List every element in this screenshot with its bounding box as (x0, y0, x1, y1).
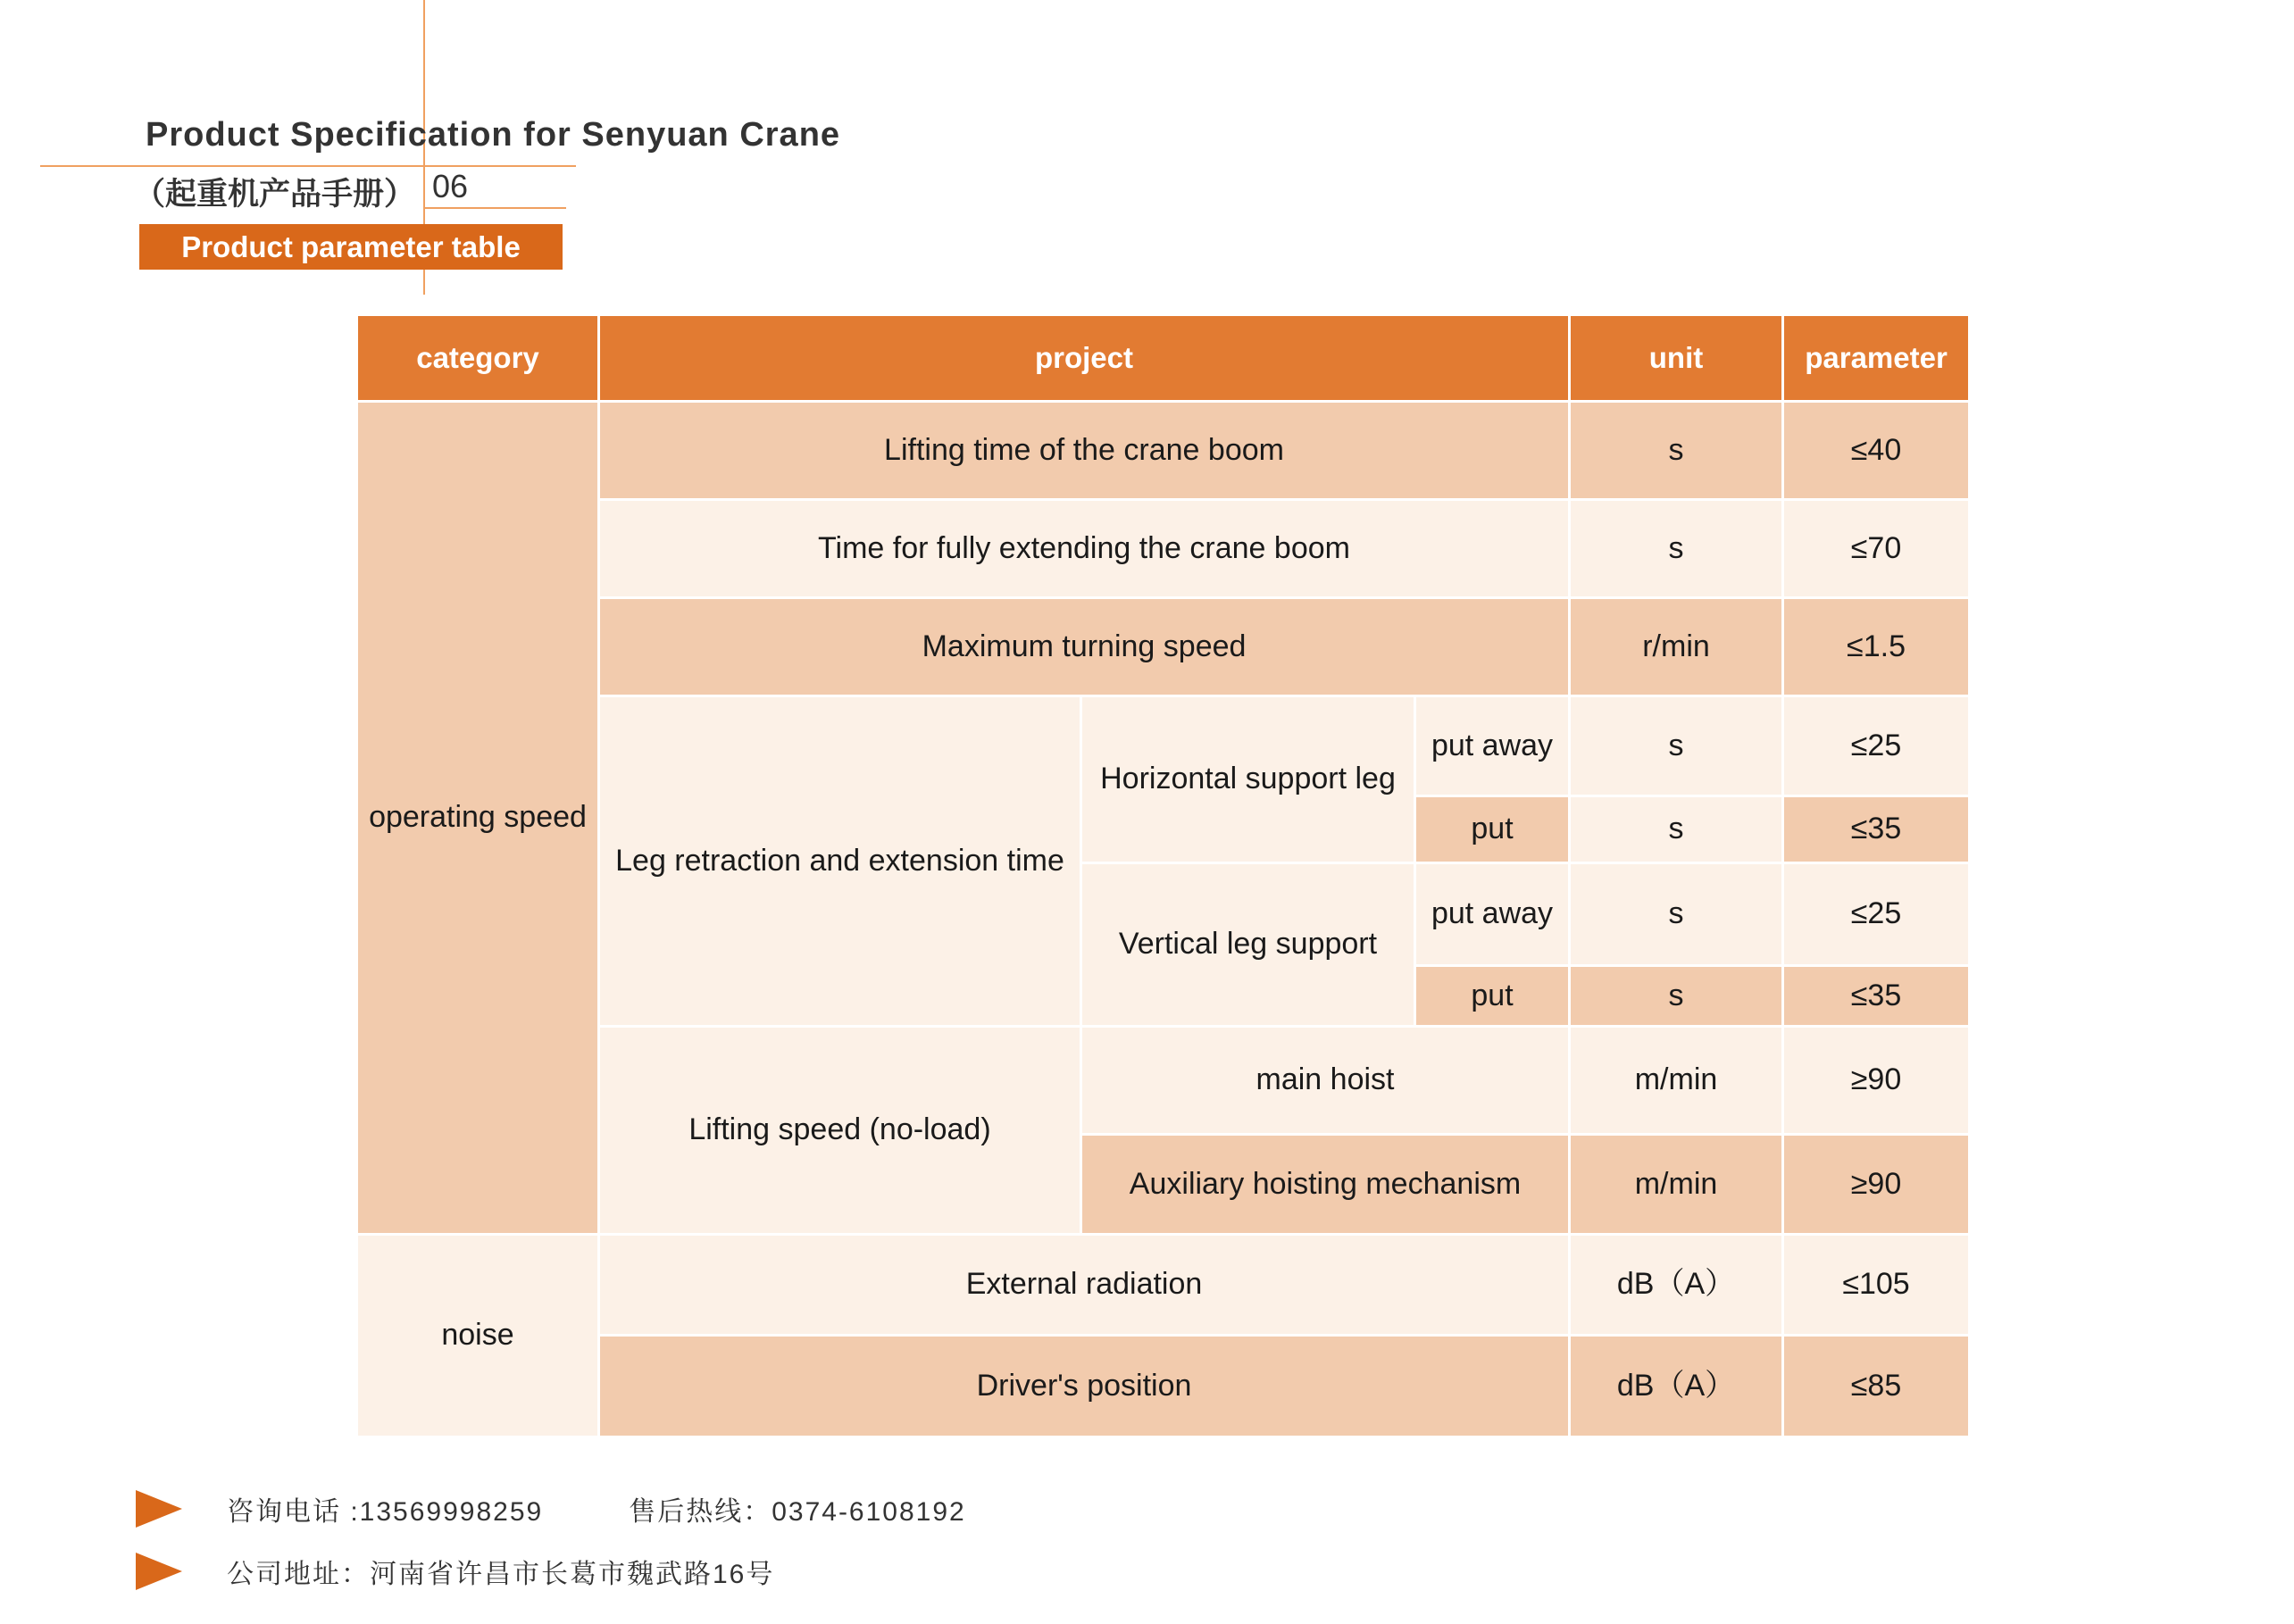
project-leg-retraction: Leg retraction and extension time (599, 696, 1081, 1027)
unit-cell: dB（A） (1570, 1235, 1783, 1336)
table-row (357, 1027, 1970, 1135)
project-cell: Maximum turning speed (599, 598, 1570, 696)
parameter-cell: ≥90 (1783, 1135, 1970, 1235)
unit-cell: s (1570, 966, 1783, 1027)
consult-phone: 咨询电话 :13569998259 (227, 1497, 544, 1527)
parameter-cell: ≤35 (1783, 796, 1970, 863)
footer-contact-row (136, 1489, 966, 1528)
parameter-cell: ≥90 (1783, 1027, 1970, 1135)
sub-project-auxiliary-hoist: Auxiliary hoisting mechanism (1081, 1135, 1570, 1235)
parameter-cell: ≤25 (1783, 696, 1970, 796)
action-cell: put away (1415, 863, 1570, 966)
company-address: 公司地址：河南省许昌市长葛市魏武路16号 (227, 1560, 775, 1589)
unit-cell: r/min (1570, 598, 1783, 696)
sub-project-vertical-leg: Vertical leg support (1081, 863, 1415, 1027)
project-cell: Lifting time of the crane boom (599, 402, 1570, 500)
header-parameter: parameter (1783, 315, 1970, 402)
parameter-table (355, 313, 1971, 1438)
sub-project-main-hoist: main hoist (1081, 1027, 1570, 1135)
arrow-right-icon (136, 1553, 182, 1590)
unit-cell: s (1570, 696, 1783, 796)
page-subtitle: （起重机产品手册） (134, 177, 416, 212)
after-sales-hotline: 售后热线：0374-6108192 (629, 1497, 966, 1527)
decorative-horizontal-line (40, 165, 576, 167)
header-category: category (357, 315, 599, 402)
action-cell: put away (1415, 696, 1570, 796)
section-banner: Product parameter table (139, 224, 563, 270)
parameter-cell: ≤105 (1783, 1235, 1970, 1336)
parameter-cell: ≤25 (1783, 863, 1970, 966)
table-row (357, 402, 1970, 500)
table-row (357, 1235, 1970, 1336)
unit-cell: s (1570, 402, 1783, 500)
page-number: 06 (432, 168, 469, 204)
unit-cell: s (1570, 500, 1783, 598)
page-number-underline (423, 207, 566, 209)
unit-cell: m/min (1570, 1135, 1783, 1235)
sub-project-horizontal-leg: Horizontal support leg (1081, 696, 1415, 863)
unit-cell: m/min (1570, 1027, 1783, 1135)
table-row (357, 1336, 1970, 1437)
project-cell: External radiation (599, 1235, 1570, 1336)
arrow-right-icon (136, 1490, 182, 1528)
parameter-cell: ≤1.5 (1783, 598, 1970, 696)
unit-cell: s (1570, 796, 1783, 863)
parameter-cell: ≤85 (1783, 1336, 1970, 1437)
action-cell: put (1415, 796, 1570, 863)
table-header-row (357, 315, 1970, 402)
table-row (357, 598, 1970, 696)
project-lifting-speed: Lifting speed (no-load) (599, 1027, 1081, 1235)
category-noise: noise (357, 1235, 599, 1437)
table-row (357, 500, 1970, 598)
parameter-cell: ≤40 (1783, 402, 1970, 500)
action-cell: put (1415, 966, 1570, 1027)
parameter-cell: ≤35 (1783, 966, 1970, 1027)
page-title: Product Specification for Senyuan Crane (146, 116, 841, 154)
header-unit: unit (1570, 315, 1783, 402)
project-cell: Time for fully extending the crane boom (599, 500, 1570, 598)
footer-address-row (136, 1552, 774, 1591)
header-project: project (599, 315, 1570, 402)
table-row (357, 696, 1970, 796)
unit-cell: s (1570, 863, 1783, 966)
category-operating-speed: operating speed (357, 402, 599, 1235)
parameter-cell: ≤70 (1783, 500, 1970, 598)
unit-cell: dB（A） (1570, 1336, 1783, 1437)
project-cell: Driver's position (599, 1336, 1570, 1437)
